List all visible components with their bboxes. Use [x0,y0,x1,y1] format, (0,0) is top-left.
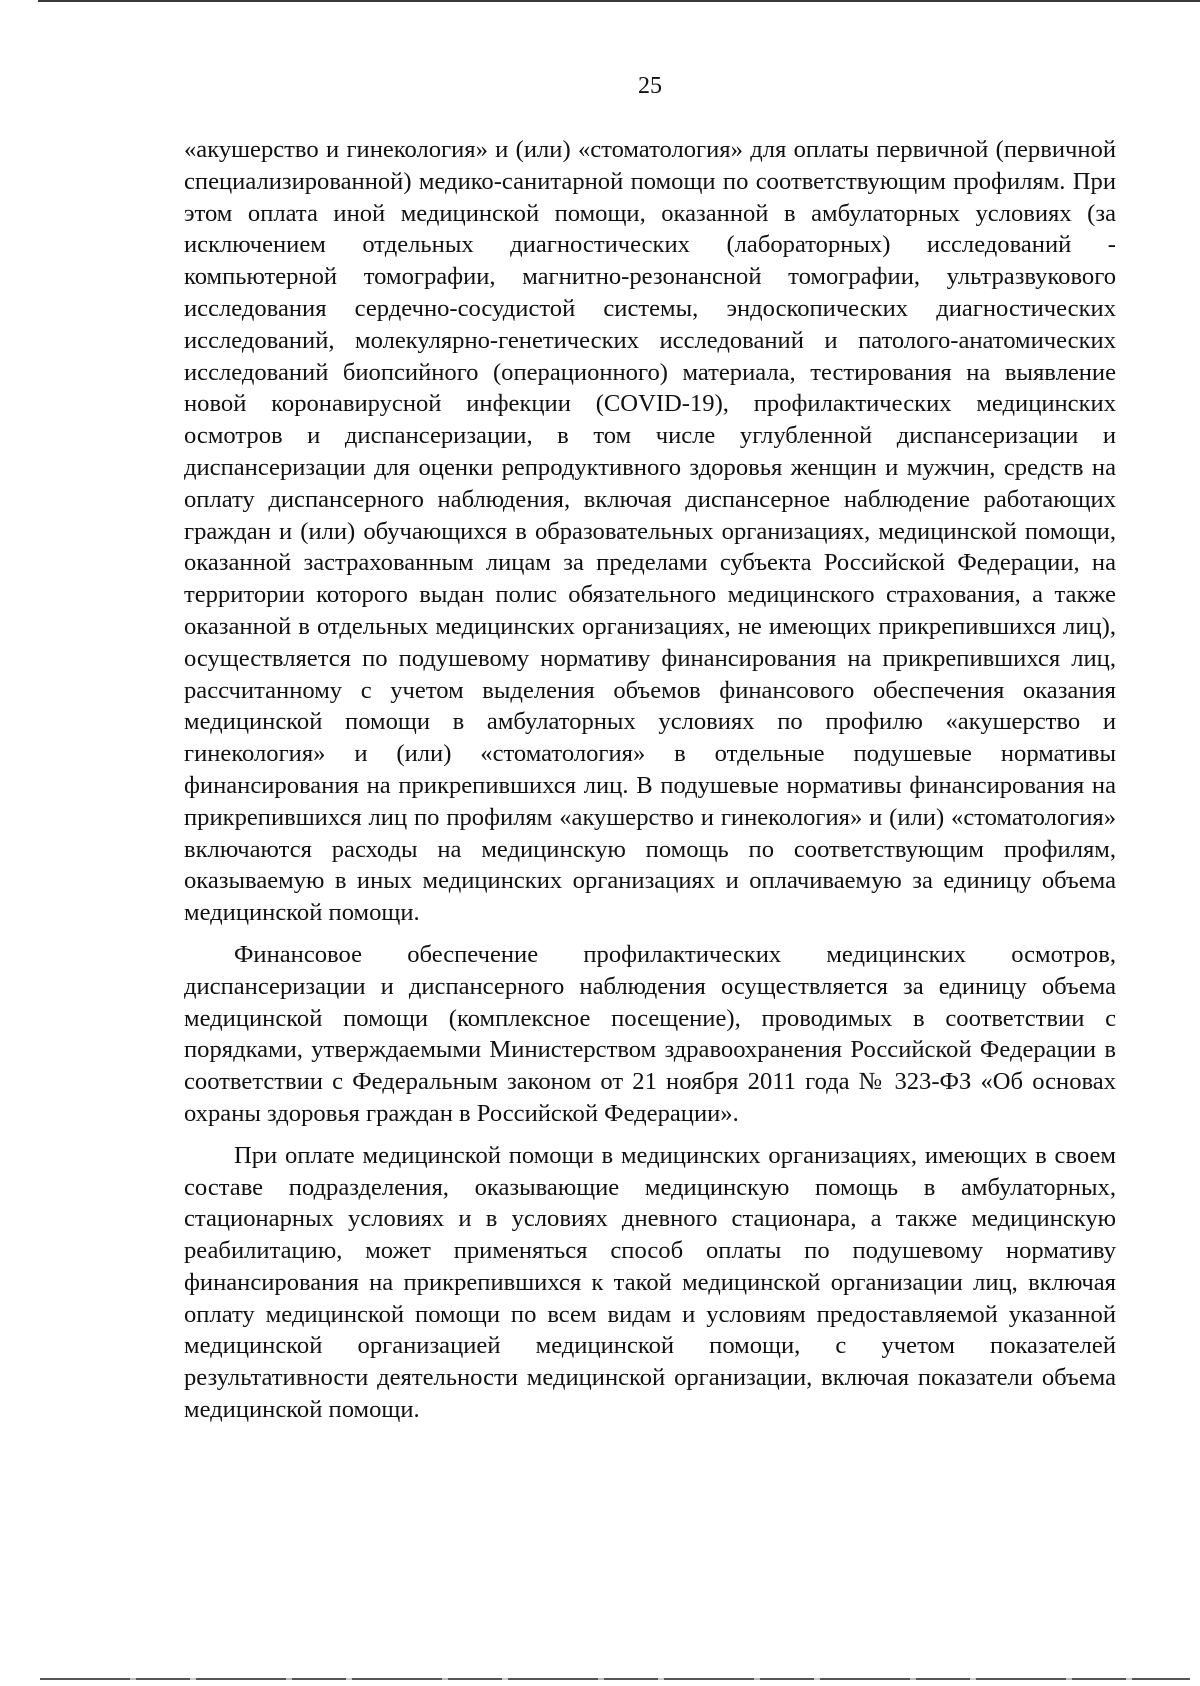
paragraph-capitation-payment: При оплате медицинской помощи в медицинских организациях, имеющих в своем составе подразделения, оказывающие медицинскую помощь в амбулаторных, стационарных условиях и в условиях дневного стационара, а также медицинскую реабилитацию, может применяться способ оплаты по подушевому нормативу финансирования на прикрепившихся к такой медицинской организации лиц, включая оплату медицинской помощи по всем видам и условиям предоставляемой указанной медицинской организацией медицинской помощи, с учетом показателей результативности деятельности медицинской организации, включая показатели объема медицинской помощи. [184,1141,1116,1424]
paragraph-continuation: «акушерство и гинекология» и (или) «стоматология» для оплаты первичной (первичной специализированной) медико-санитарной помощи по соответствующим профилям. При этом оплата иной медицинской помощи, оказанной в амбулаторных условиях (за исключением отдельных диагностических (лабораторных) исследований - компьютерной томографии, магнитно-резонансной томографии, ультразвукового исследования сердечно-сосудистой системы, эндоскопических диагностических исследований, молекулярно-генетических исследований и патолого-анатомических исследований биопсийного (операционного) материала, тестирования на выявление новой коронавирусной инфекции (COVID-19), профилактических медицинских осмотров и диспансеризации, в том числе углубленной диспансеризации и диспансеризации для оценки репродуктивного здоровья женщин и мужчин, средств на оплату диспансерного наблюдения, включая диспансерное наблюдение работающих граждан и (или) обучающихся в образовательных организациях, медицинской помощи, оказанной застрахованным лицам за пределами субъекта Российской Федерации, на территории которого выдан полис обязательного медицинского страхования, а также оказанной в отдельных медицинских организациях, не имеющих прикрепившихся лиц), осуществляется по подушевому нормативу финансирования на прикрепившихся лиц, рассчитанному с учетом выделения объемов финансового обеспечения оказания медицинской помощи в амбулаторных условиях по профилю «акушерство и гинекология» и (или) «стоматология» в отдельные подушевые нормативы финансирования на прикрепившихся лиц. В подушевые нормативы финансирования на прикрепившихся лиц по профилям «акушерство и гинекология» и (или) «стоматология» включаются расходы на медицинскую помощь по соответствующим профилям, оказываемую в иных медицинских организациях и оплачиваемую за единицу объема медицинской помощи. [184,136,1116,927]
scan-bottom-edge-line [40,1678,1190,1680]
document-page [184,70,1116,1436]
scan-top-edge-line [38,0,1200,2]
paragraph-preventive-exams-financing: Финансовое обеспечение профилактических медицинских осмотров, диспансеризации и диспансерного наблюдения осуществляется за единицу объема медицинской помощи (комплексное посещение), проводимых в соответствии с порядками, утверждаемыми Министерством здравоохранения Российской Федерации в соответствии с Федеральным законом от 21 ноября 2011 года № 323-ФЗ «Об основах охраны здоровья граждан в Российской Федерации». [184,940,1116,1127]
page-number: 25 [638,73,662,99]
